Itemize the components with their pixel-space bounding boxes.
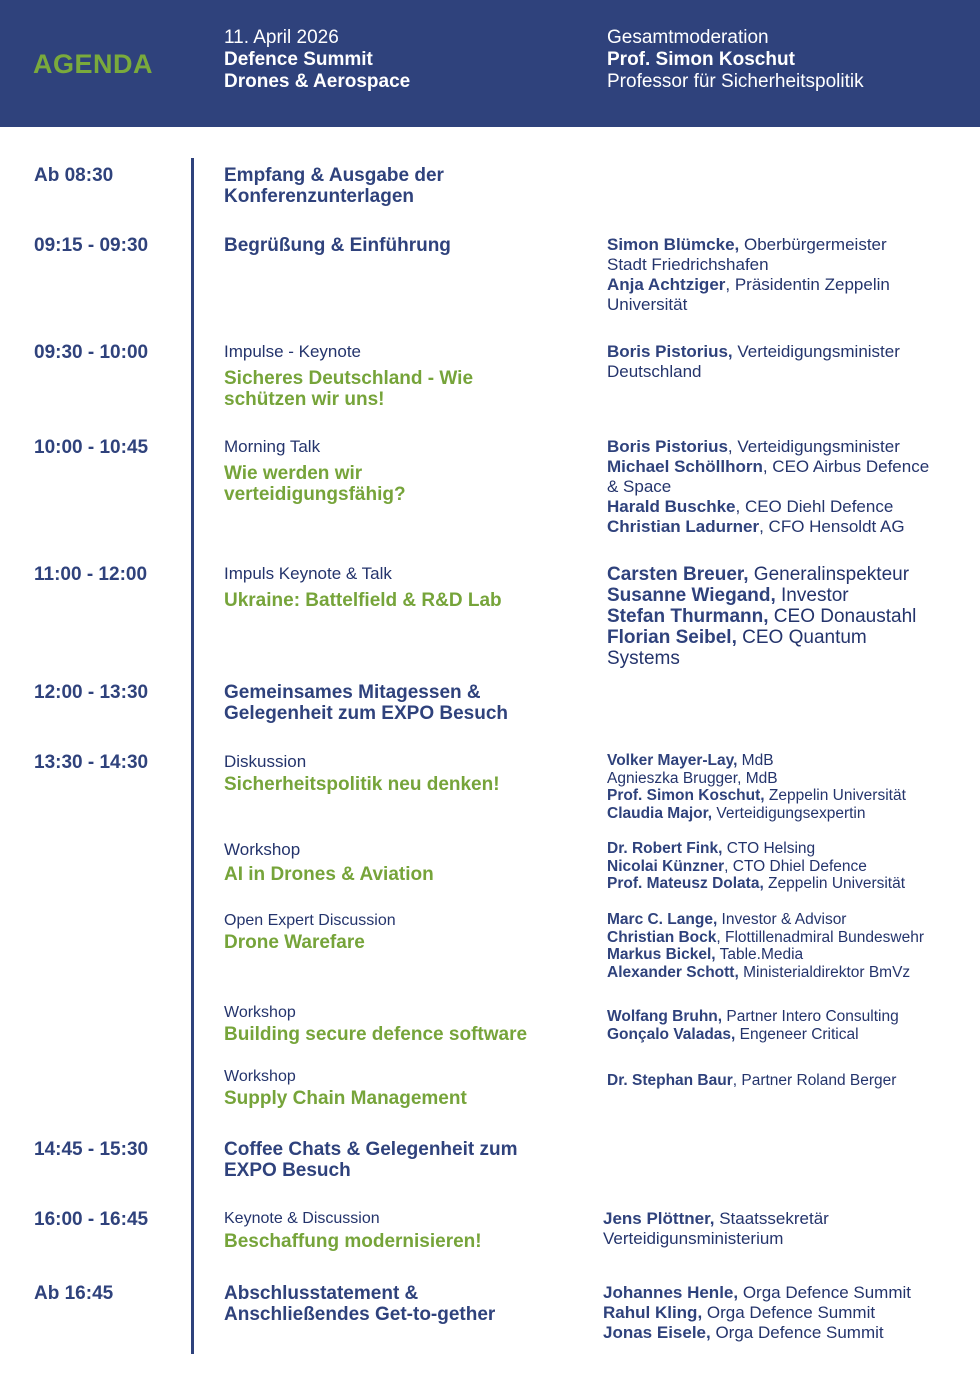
session-time: 13:30 - 14:30 [34,752,149,773]
speaker-name: Dr. Stephan Baur [607,1072,733,1089]
moderation-info [607,27,864,93]
speaker-role: , CEO Airbus Defence [762,457,930,476]
session-title: Building secure defence software [224,1024,528,1045]
speaker-list [607,1072,967,1090]
session-title: Drone Warefare [224,932,365,953]
session-content [224,437,594,505]
speaker-entry [607,929,967,947]
timeline-divider [191,158,194,1354]
session-time: 11:00 - 12:00 [34,564,148,585]
speaker-name: Rahul Kling, [603,1303,703,1322]
speaker-entry [603,1209,963,1229]
session-time: 10:00 - 10:45 [34,437,149,458]
session-time: 16:00 - 16:45 [34,1209,149,1230]
speaker-role: , Präsidentin Zeppelin [725,275,890,294]
session-content [224,165,594,207]
session-content [224,752,594,795]
speaker-entry [607,457,967,477]
speaker-entry [607,342,967,362]
speaker-role: Engeneer Critical [735,1025,859,1043]
speaker-entry [607,627,967,648]
speaker-entry [607,1072,967,1090]
speaker-role: , Verteidigungsminister [727,437,900,456]
session-title: verteidigungsfähig? [224,484,406,505]
event-title-line1: Defence Summit [224,49,373,70]
speaker-role: Orga Defence Summit [702,1303,876,1322]
session-time: Ab 08:30 [34,165,114,186]
session-time: 14:45 - 15:30 [34,1139,149,1160]
speaker-entry [607,564,967,585]
speaker-role: & Space [607,477,672,496]
speaker-name: Carsten Breuer, [607,564,749,585]
session-content [224,1067,594,1109]
speaker-entry [607,911,967,929]
session-time: Ab 16:45 [34,1283,114,1304]
session-title: Abschlusstatement & [224,1283,419,1304]
speaker-entry [607,437,967,457]
speaker-name: Harald Buschke [607,497,736,516]
speaker-name: Christian Bock [607,928,717,946]
speaker-role: Agnieszka Brugger, MdB [607,769,778,787]
speaker-role: Table.Media [715,946,804,963]
speaker-role: Verteidigunsministerium [603,1229,784,1248]
speaker-role: Universität [607,295,688,314]
session-content [224,1209,594,1252]
speaker-entry [607,858,967,876]
speaker-name: Simon Blümcke, [607,235,740,254]
speaker-entry [607,275,967,295]
speaker-name: Gonçalo Valadas, [607,1025,736,1043]
speaker-name: Wolfang Bruhn, [607,1008,723,1025]
speaker-entry [607,964,967,982]
speaker-list [607,752,967,822]
session-title: Sicherheitspolitik neu denken! [224,774,500,795]
session-title: schützen wir uns! [224,389,385,410]
speaker-list [607,342,967,382]
agenda-label: AGENDA [33,49,154,79]
speaker-role: Investor & Advisor [717,911,847,928]
speaker-entry [607,840,967,858]
speaker-name: Claudia Major, [607,804,713,822]
session-type: Workshop [224,1004,296,1021]
speaker-entry [607,295,967,315]
speaker-role: , Flottillenadmiral Bundeswehr [716,928,925,946]
event-date: 11. April 2026 [224,27,339,48]
speaker-name: Anja Achtziger [607,275,726,294]
speaker-entry [607,946,967,964]
speaker-entry [607,477,967,497]
session-content [224,1139,594,1181]
speaker-name: Nicolai Künzner [607,857,725,875]
speaker-entry [603,1283,963,1303]
session-content [224,1003,594,1045]
speaker-entry [607,606,967,627]
session-type: Impuls Keynote & Talk [224,564,392,583]
session-time: 12:00 - 13:30 [34,682,149,703]
moderation-label: Gesamtmoderation [607,27,769,48]
session-content [224,1283,594,1325]
speaker-list [603,1283,963,1343]
session-title: Coffee Chats & Gelegenheit zum [224,1139,518,1160]
speaker-entry [603,1323,963,1343]
session-type: Workshop [224,1068,296,1085]
speaker-role: , Partner Roland Berger [732,1072,897,1089]
speaker-role: Generalinspekteur [748,564,910,585]
session-type: Workshop [224,840,301,859]
speaker-entry [607,875,967,893]
speaker-entry [603,1229,963,1249]
speaker-name: Boris Pistorius, [607,342,733,361]
speaker-name: Jonas Eisele, [603,1323,711,1342]
speaker-name: Stefan Thurmann, [607,606,769,627]
speaker-name: Alexander Schott, [607,963,739,981]
speaker-role: , CEO Diehl Defence [735,497,894,516]
speaker-entry [607,497,967,517]
speaker-name: Michael Schöllhorn [607,457,763,476]
session-content [224,911,594,953]
speaker-role: Systems [607,648,680,669]
speaker-role: Partner Intero Consulting [722,1008,899,1025]
session-type: Keynote & Discussion [224,1210,380,1227]
header-banner [0,0,980,127]
session-content [224,235,594,256]
speaker-entry [603,1303,963,1323]
event-info [224,27,410,93]
session-content [224,564,594,611]
moderator-name: Prof. Simon Koschut [607,49,795,70]
speaker-role: Ministerialdirektor BmVz [738,963,911,981]
speaker-role: Deutschland [607,362,702,381]
speaker-entry [607,787,967,805]
speaker-name: Prof. Simon Koschut, [607,787,765,804]
speaker-name: Florian Seibel, [607,627,737,648]
speaker-name: Marc C. Lange, [607,911,718,928]
moderator-role: Professor für Sicherheitspolitik [607,71,864,92]
speaker-role: CEO Donaustahl [768,606,917,627]
speaker-name: Markus Bickel, [607,946,716,963]
speaker-role: Oberbürgermeister [739,235,887,254]
speaker-role: Investor [775,585,849,606]
speaker-name: Volker Mayer-Lay, [607,752,738,769]
speaker-entry [607,752,967,770]
session-title: Anschließendes Get-to-gether [224,1304,496,1325]
speaker-entry [607,1026,967,1044]
speaker-role: Verteidigungsminister [732,342,900,361]
session-type: Open Expert Discussion [224,912,396,929]
session-content [224,342,594,410]
speaker-entry [607,770,967,788]
speaker-entry [607,1008,967,1026]
speaker-list [607,235,967,315]
speaker-list [607,1008,967,1043]
speaker-list [607,840,967,893]
speaker-name: Johannes Henle, [603,1283,739,1302]
session-title: Wie werden wir [224,463,363,484]
speaker-entry [607,585,967,606]
session-title: Gemeinsames Mitagessen & [224,682,481,703]
speaker-role: Zeppelin Universität [763,875,906,892]
session-title: Gelegenheit zum EXPO Besuch [224,703,509,724]
speaker-role: Verteidigungsexpertin [712,804,866,822]
speaker-name: Christian Ladurner [607,517,760,536]
session-content [224,840,594,885]
speaker-entry [607,255,967,275]
session-content [224,682,594,724]
session-title: Ukraine: Battelfield & R&D Lab [224,590,502,611]
speaker-name: Susanne Wiegand, [607,585,776,606]
session-title: EXPO Besuch [224,1160,351,1181]
speaker-list [607,564,967,669]
event-title-line2: Drones & Aerospace [224,71,411,92]
speaker-role: CTO Helsing [722,840,816,857]
speaker-entry [607,648,967,669]
session-title: Beschaffung modernisieren! [224,1231,482,1252]
speaker-entry [607,235,967,255]
session-title: Supply Chain Management [224,1088,467,1109]
speaker-entry [607,805,967,823]
speaker-role: Staatssekretär [714,1209,829,1228]
speaker-name: Jens Plöttner, [603,1209,715,1228]
session-type: Diskussion [224,752,307,771]
speaker-role: , CFO Hensoldt AG [759,517,905,536]
session-title: Konferenzunterlagen [224,186,415,207]
session-type: Impulse - Keynote [224,342,362,361]
speaker-name: Prof. Mateusz Dolata, [607,875,764,892]
speaker-entry [607,362,967,382]
session-title: AI in Drones & Aviation [224,864,434,885]
session-title: Sicheres Deutschland - Wie [224,368,474,389]
speaker-role: Orga Defence Summit [738,1283,912,1302]
speaker-list [607,911,967,981]
speaker-list [607,437,967,537]
speaker-role: Orga Defence Summit [710,1323,884,1342]
speaker-role: MdB [737,752,774,769]
session-type: Morning Talk [224,437,321,456]
session-time: 09:15 - 09:30 [34,235,149,256]
speaker-entry [607,517,967,537]
speaker-name: Dr. Robert Fink, [607,840,723,857]
session-title: Empfang & Ausgabe der [224,165,444,186]
session-time: 09:30 - 10:00 [34,342,149,363]
speaker-role: Stadt Friedrichshafen [607,255,769,274]
speaker-role: , CTO Dhiel Defence [724,857,867,875]
session-title: Begrüßung & Einführung [224,235,451,256]
speaker-role: Zeppelin Universität [764,787,906,804]
speaker-list [603,1209,963,1249]
speaker-name: Boris Pistorius [607,437,728,456]
speaker-role: CEO Quantum [736,627,867,648]
